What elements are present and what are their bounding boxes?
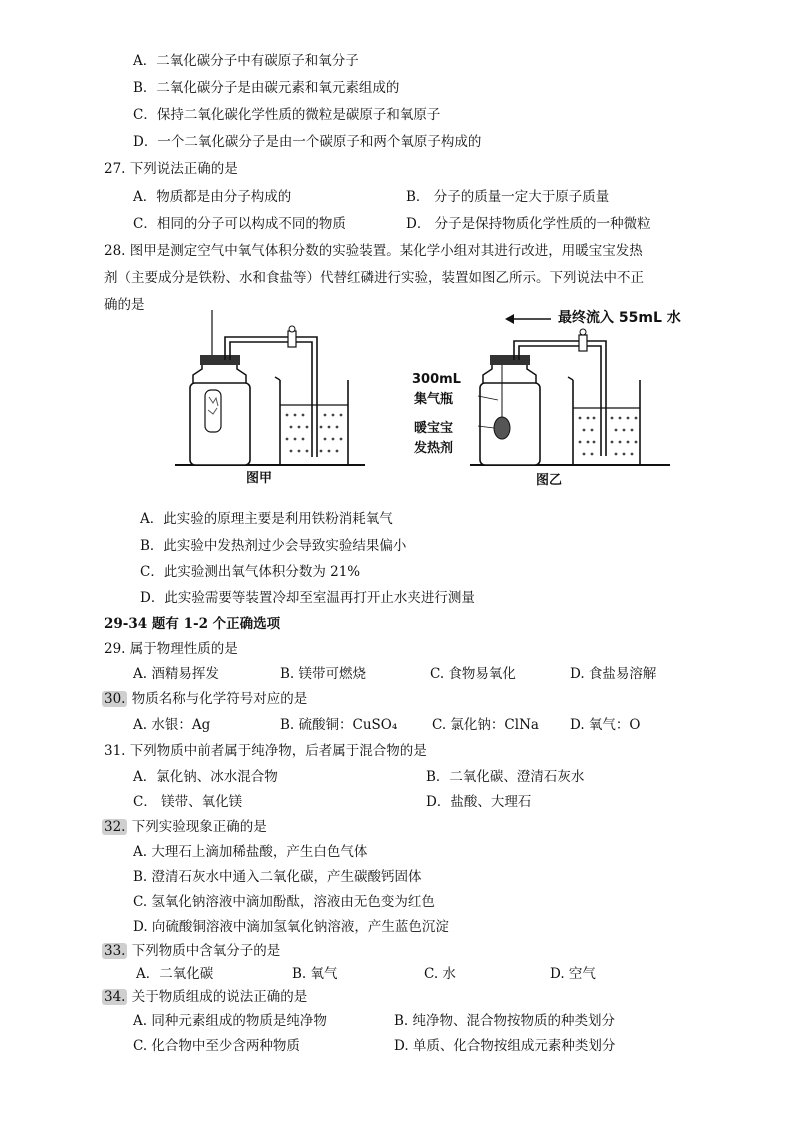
q30-stem-text: 物质名称与化学符号对应的是 (131, 691, 308, 707)
figure-a-label: 图甲 (246, 471, 273, 486)
figure-b-bottle-name: 集气瓶 (414, 392, 454, 407)
q28-option-a: A．此实验的原理主要是利用铁粉消耗氧气 (140, 511, 393, 527)
q26-option-d: D．一个二氧化碳分子是由一个碳原子和两个氧原子构成的 (133, 134, 482, 150)
q33-stem-text: 下列物质中含氧分子的是 (131, 943, 281, 959)
q34-number: 34. (104, 989, 126, 1005)
figure-b-heater-label-1: 暖宝宝 (414, 421, 454, 436)
q30-number: 30. (104, 691, 126, 707)
q34-option-b: B. 纯净物、混合物按物质的种类划分 (394, 1013, 616, 1029)
q30-option-c: C. 氯化钠：ClNa (432, 717, 539, 733)
q26-option-c: C．保持二氧化碳化学性质的微粒是碳原子和氧原子 (133, 107, 441, 123)
q28-option-c: C．此实验测出氧气体积分数为 21% (140, 564, 361, 580)
q33-option-b: B. 氧气 (292, 966, 338, 982)
q32-stem-text: 下列实验现象正确的是 (131, 819, 267, 835)
q34-option-c: C. 化合物中至少含两种物质 (133, 1038, 300, 1054)
q33-stem (104, 942, 280, 960)
q29-option-a: A. 酒精易挥发 (133, 666, 219, 682)
q27-option-a: A．物质都是由分子构成的 (133, 189, 292, 205)
q27-option-c: C．相同的分子可以构成不同的物质 (133, 216, 346, 232)
q34-stem-text: 关于物质组成的说法正确的是 (131, 989, 308, 1005)
q33-number: 33. (104, 943, 126, 959)
q33-option-d: D. 空气 (550, 966, 596, 982)
q27-number: 27. (104, 161, 126, 177)
q31-stem-text: 下列物质中前者属于纯净物，后者属于混合物的是 (129, 743, 427, 759)
q31-option-a: A．氯化钠、冰水混合物 (133, 769, 278, 785)
q32-option-c: C. 氢氧化钠溶液中滴加酚酞，溶液由无色变为红色 (133, 894, 435, 910)
figure-apparatus-b (470, 318, 670, 468)
figure-b-water-note: 最终流入 55mL 水 (558, 310, 681, 326)
q33-option-a: A．二氧化碳 (136, 966, 214, 982)
q29-option-b: B. 镁带可燃烧 (280, 666, 367, 682)
q31-stem (104, 742, 427, 760)
q28-stem-line-3: 确的是 (104, 297, 145, 313)
q33-option-c: C. 水 (424, 966, 456, 982)
q28-option-d: D．此实验需要等装置冷却至室温再打开止水夹进行测量 (140, 590, 475, 606)
q32-option-b: B. 澄清石灰水中通入二氧化碳，产生碳酸钙固体 (133, 869, 422, 885)
q26-option-a: A．二氧化碳分子中有碳原子和氧分子 (133, 53, 359, 69)
q28-option-b: B．此实验中发热剂过少会导致实验结果偏小 (140, 538, 407, 554)
q28-stem-line-2: 剂（主要成分是铁粉、水和食盐等）代替红磷进行实验，装置如图乙所示。下列说法中不正 (104, 270, 644, 286)
q34-stem (104, 988, 307, 1006)
q31-option-b: B．二氧化碳、澄清石灰水 (426, 769, 585, 785)
q31-option-c: C． 镁带、氧化镁 (133, 794, 243, 810)
q29-option-d: D. 食盐易溶解 (570, 666, 657, 682)
q29-number: 29. (104, 641, 126, 657)
figure-b-heater-label-2: 发热剂 (414, 441, 454, 456)
q34-option-a: A. 同种元素组成的物质是纯净物 (133, 1013, 327, 1029)
q32-number: 32. (104, 819, 126, 835)
q29-stem-text: 属于物理性质的是 (129, 641, 238, 657)
q27-option-b: B． 分子的质量一定大于原子质量 (406, 189, 610, 205)
arrow-left-icon (505, 312, 553, 326)
q26-option-b: B．二氧化碳分子是由碳元素和氧元素组成的 (133, 80, 400, 96)
q27-stem (104, 160, 238, 178)
q28-number: 28. (104, 243, 126, 259)
q29-stem (104, 640, 238, 658)
q29-option-c: C. 食物易氧化 (430, 666, 516, 682)
q30-option-b: B. 硫酸铜：CuSO₄ (280, 717, 398, 733)
q30-option-a: A. 水银：Ag (133, 717, 211, 733)
q32-stem (104, 818, 267, 836)
q31-option-d: D．盐酸、大理石 (426, 794, 532, 810)
q27-stem-text: 下列说法正确的是 (129, 161, 238, 177)
figure-b-bottle-volume: 300mL (412, 372, 461, 387)
q27-option-d: D． 分子是保持物质化学性质的一种微粒 (406, 216, 651, 232)
q28-stem-line-1 (104, 242, 643, 260)
section-note: 29-34 题有 1-2 个正确选项 (104, 616, 281, 632)
q32-option-a: A. 大理石上滴加稀盐酸，产生白色气体 (133, 844, 368, 860)
q28-stem-text-1: 图甲是测定空气中氧气体积分数的实验装置。某化学小组对其进行改进，用暖宝宝发热 (129, 243, 643, 259)
q31-number: 31. (104, 743, 126, 759)
figure-b-label: 图乙 (536, 473, 563, 488)
q30-stem (104, 690, 307, 708)
q34-option-d: D. 单质、化合物按组成元素种类划分 (394, 1038, 616, 1054)
q32-option-d: D. 向硫酸铜溶液中滴加氢氧化钠溶液，产生蓝色沉淀 (133, 919, 449, 935)
q30-option-d: D. 氧气：O (570, 717, 641, 733)
